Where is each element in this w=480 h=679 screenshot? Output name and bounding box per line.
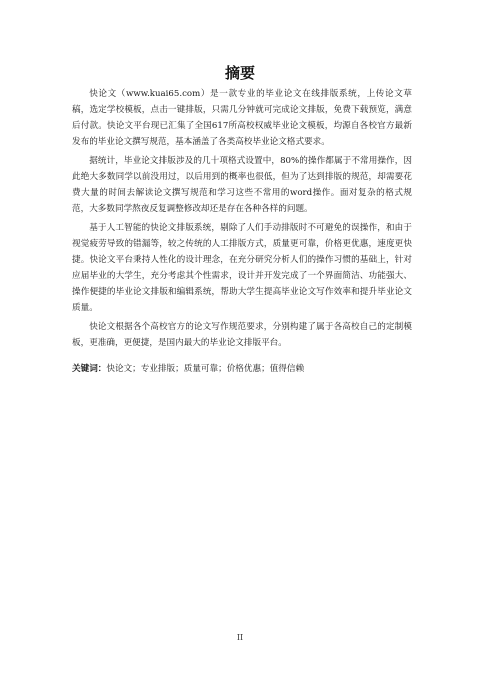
- abstract-body: [72, 86, 412, 377]
- page-number: II: [236, 633, 244, 642]
- paragraph-1: 快论文（www.kuai65.com）是一款专业的毕业论文在线排版系统，上传论文草稿，选定学校模板，点击一键排版，只需几分钟就可完成论文排版，免费下载预览，满意后付款。快论文平台现已汇集了全国617所高校权威毕业论文模板，均源自各校官方最新发布的毕业论文撰写规范，基本涵盖了各类高校毕业论文格式要求。: [72, 89, 412, 147]
- keywords-line: [72, 361, 412, 377]
- keywords-text: 快论文；专业排版；质量可靠；价格优惠；值得信赖: [106, 364, 305, 374]
- paragraph-2: 据统计，毕业论文排版涉及的几十项格式设置中，80%的操作都属于不常用操作，因此绝大多数同学以前没用过，以后用到的概率也很低，但为了达到排版的规范，却需要花费大量的时间去解读论文撰写规范和学习这些不常用的word操作。面对复杂的格式规范，大多数同学熬夜反复调整修改却还是存在各种各样的问题。: [72, 156, 412, 214]
- keywords-label: 关键词：: [72, 364, 107, 374]
- paragraph-4: 快论文根据各个高校官方的论文写作规范要求，分别构建了属于各高校自己的定制模板，更准确，更便捷，是国内最大的毕业论文排版平台。: [72, 322, 412, 348]
- paragraph-3: 基于人工智能的快论文排版系统，剔除了人们手动排版时不可避免的误操作，和由于视觉疲劳导致的错漏等，较之传统的人工排版方式，质量更可靠，价格更优惠，速度更快捷。快论文平台秉持人性化的设计理念，在充分研究分析人们的操作习惯的基础上，针对应届毕业的大学生，充分考虑其个性需求，设计并开发完成了一个界面简洁、功能强大、操作便捷的毕业论文排版和编辑系统，帮助大学生提高毕业论文写作效率和提升毕业论文质量。: [72, 223, 412, 313]
- page-title: 摘要: [224, 64, 255, 82]
